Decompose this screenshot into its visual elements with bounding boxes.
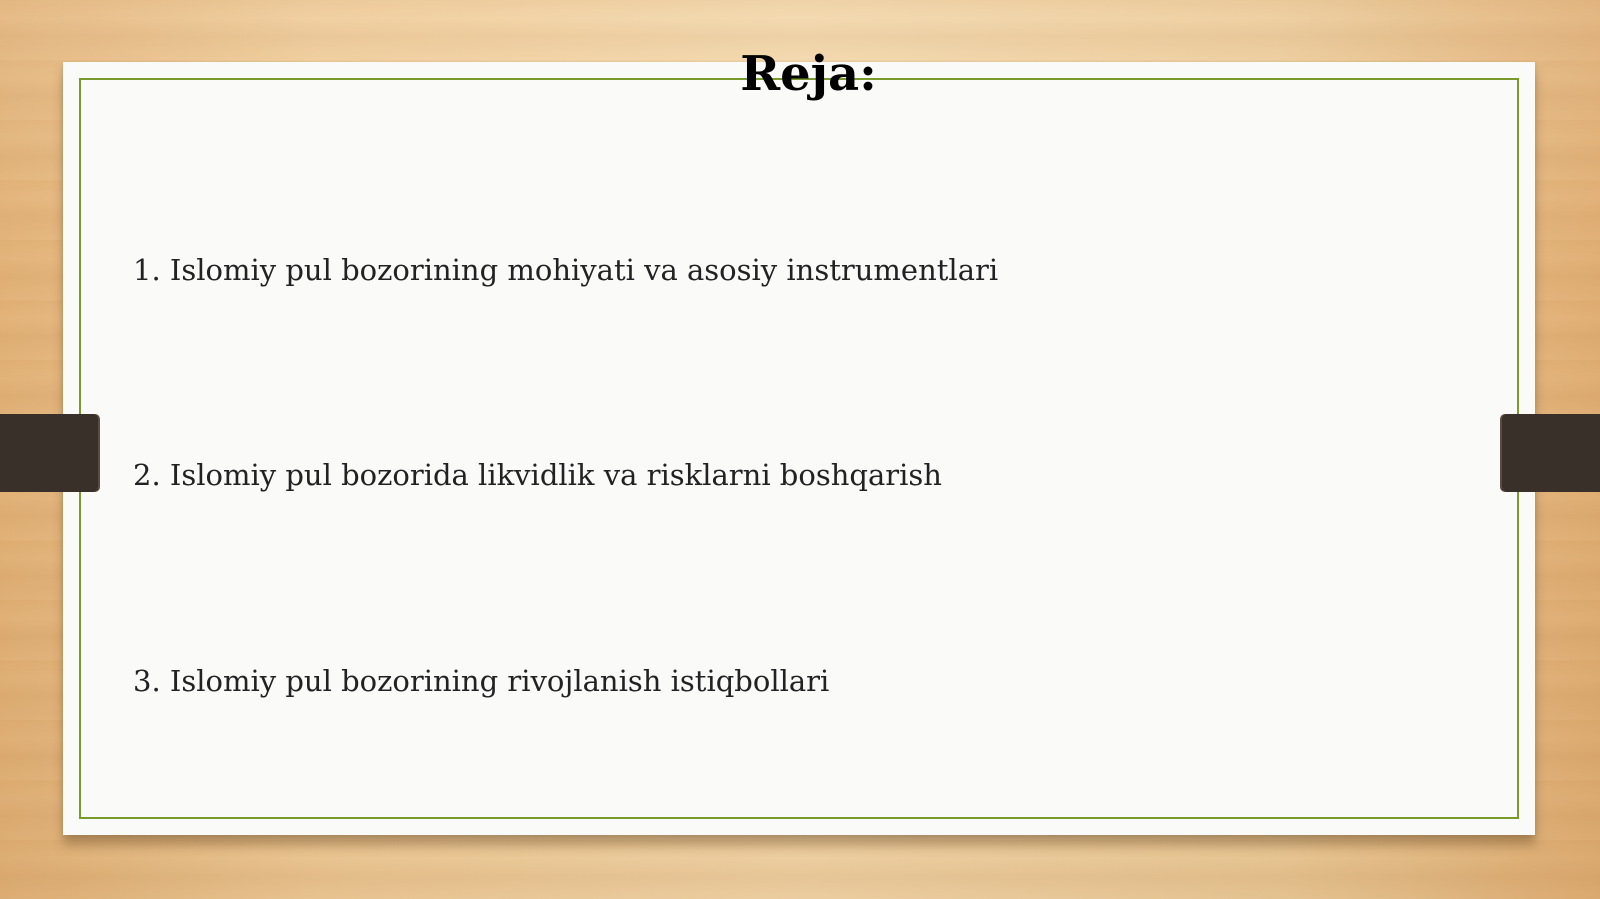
agenda-item-3: 3. Islomiy pul bozorining rivojlanish istiqbollari [133, 664, 830, 698]
right-binder-clip [1502, 414, 1600, 492]
left-binder-clip [0, 414, 98, 492]
agenda-item-1: 1. Islomiy pul bozorining mohiyati va asosiy instrumentlari [133, 253, 999, 287]
slide-title: Reja: [740, 46, 877, 102]
agenda-item-2: 2. Islomiy pul bozorida likvidlik va risklarni boshqarish [133, 458, 942, 492]
slide-card [63, 62, 1535, 835]
slide-frame-border [79, 78, 1519, 819]
